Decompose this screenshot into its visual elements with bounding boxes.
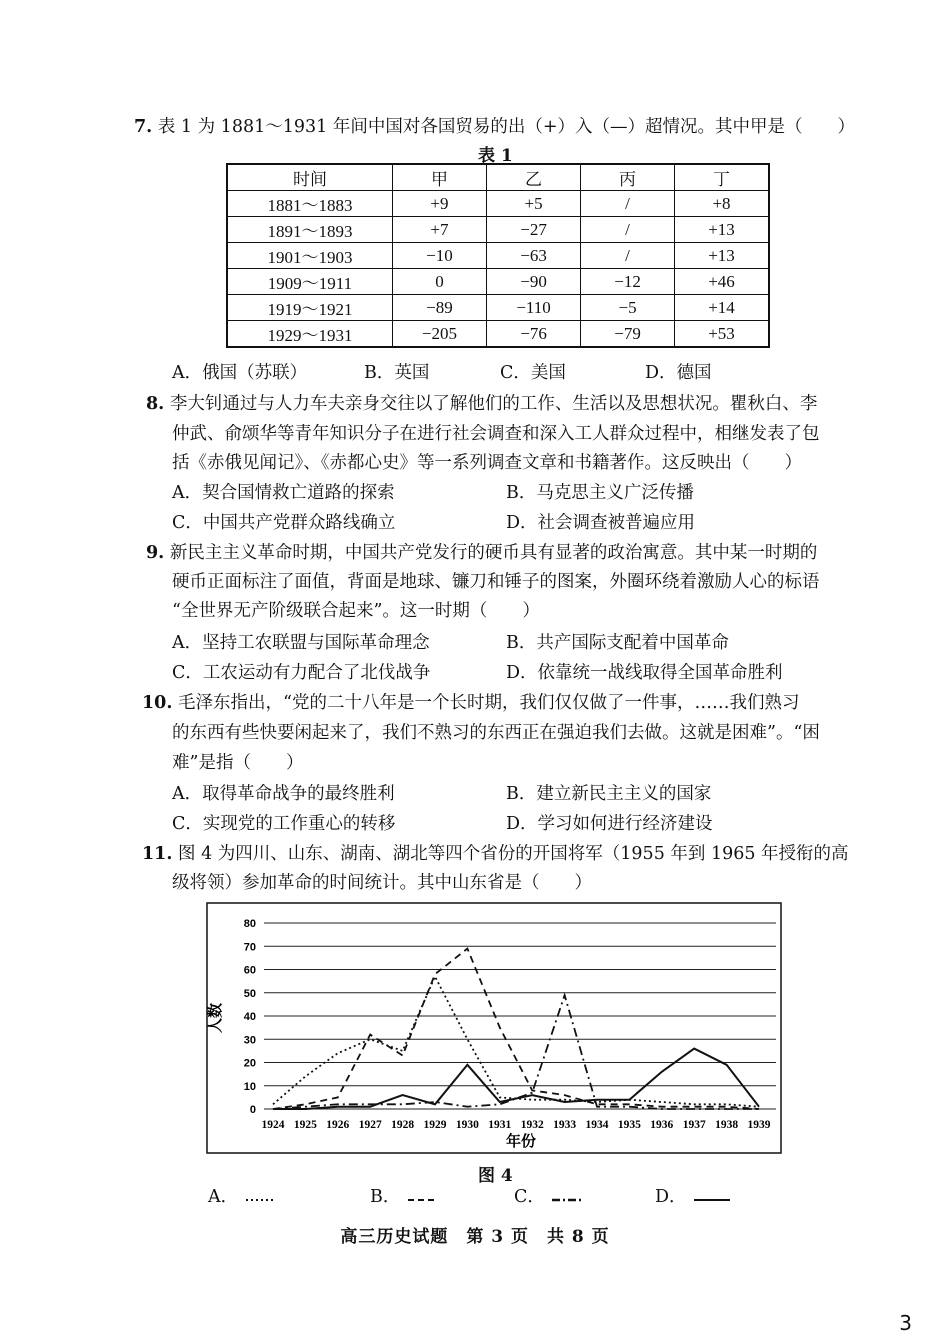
q10-line-2: 的东西有些快要闲起来了，我们不熟习的东西正在强迫我们去做。这就是困难”。“困: [172, 723, 820, 743]
q7-number: 7.: [134, 117, 153, 137]
q8-option-b[interactable]: B．马克思主义广泛传播: [506, 483, 694, 503]
chart-grid: [264, 923, 776, 1109]
q7-option-d[interactable]: D．德国: [645, 363, 712, 383]
table-row: [227, 217, 769, 243]
y-tick-label: 0: [249, 1104, 256, 1116]
value-cell: −10: [392, 243, 486, 269]
x-tick-labels: [262, 1119, 771, 1131]
y-tick-label: 60: [243, 964, 256, 977]
x-tick-label: 1924: [261, 1119, 285, 1131]
value-cell: +46: [675, 269, 769, 295]
q9-option-d[interactable]: D．依靠统一战线取得全国革命胜利: [506, 663, 783, 683]
value-cell: +7: [392, 217, 486, 243]
value-cell: +8: [675, 191, 769, 217]
x-tick-label: 1936: [650, 1119, 674, 1131]
y-tick-label: 80: [243, 918, 256, 930]
x-tick-label: 1927: [358, 1119, 382, 1131]
value-cell: +9: [392, 191, 486, 217]
q8-option-a[interactable]: A．契合国情救亡道路的探索: [172, 483, 395, 503]
y-axis-label: 人数: [206, 1002, 224, 1034]
period-cell: 1929～1931: [227, 321, 392, 348]
q8-text: 李大钊通过与人力车夫亲身交往以了解他们的工作、生活以及思想状况。瞿秋白、李: [169, 394, 818, 414]
q11-line-2: 级将领）参加革命的时间统计。其中山东省是（ ）: [172, 873, 592, 893]
dotted-line-icon: [244, 1193, 278, 1203]
q8-option-d[interactable]: D．社会调查被普遍应用: [506, 513, 696, 533]
dash-dot-line-icon: [550, 1193, 584, 1203]
q8-number: 8.: [146, 394, 165, 414]
y-tick-label: 40: [243, 1011, 256, 1023]
q11-option-c[interactable]: [514, 1186, 584, 1208]
q7-stem-text: 表 1 为 1881～1931 年间中国对各国贸易的出（+）入（—）超情况。其中甲是（ ）: [157, 117, 855, 137]
q11-option-b[interactable]: [370, 1186, 440, 1208]
value-cell: +5: [487, 191, 581, 217]
period-cell: 1881～1883: [227, 191, 392, 217]
table-header-row: [227, 164, 769, 191]
dash-dot-series-line: [273, 995, 759, 1109]
y-tick-labels: [244, 918, 256, 1116]
page-footer: 高三历史试题 第 3 页 共 8 页: [340, 1227, 610, 1247]
value-cell: +13: [675, 217, 769, 243]
q9-number: 9.: [146, 543, 165, 563]
q8-line-1: [146, 393, 817, 415]
q10-text: 毛泽东指出，“党的二十八年是一个长时期，我们仅仅做了一件事，……我们熟习: [178, 693, 800, 713]
q8-line-2: 仲武、俞颂华等青年知识分子在进行社会调查和深入工人群众过程中，相继发表了包: [172, 424, 820, 444]
dotted-series-line: [273, 977, 759, 1107]
q10-number: 10.: [142, 693, 173, 713]
q11-text: 图 4 为四川、山东、湖南、湖北等四个省份的开国将军（1955 年到 1965 年授衔的高: [178, 844, 849, 864]
q7-option-a[interactable]: A．俄国（苏联）: [172, 363, 308, 383]
q11-option-a-label: A．: [208, 1187, 239, 1207]
table-row: [227, 243, 769, 269]
period-cell: 1891～1893: [227, 217, 392, 243]
trade-table: [226, 163, 770, 348]
q8-line-3: 括《赤俄见闻记》、《赤都心史》等一系列调查文章和书籍著作。这反映出（ ）: [172, 453, 802, 473]
solid-line-icon: [692, 1193, 732, 1203]
x-tick-label: 1939: [747, 1119, 771, 1131]
y-tick-label: 50: [243, 987, 256, 1000]
value-cell: 0: [392, 269, 486, 295]
x-axis-label: 年份: [505, 1132, 537, 1150]
value-cell: −110: [487, 295, 581, 321]
x-tick-label: 1928: [391, 1119, 415, 1131]
dashed-series-line: [273, 949, 759, 1109]
value-cell: +13: [675, 243, 769, 269]
x-tick-label: 1933: [553, 1119, 577, 1131]
q11-option-c-label: C．: [514, 1187, 545, 1207]
value-cell: −12: [581, 269, 675, 295]
value-cell: −205: [392, 321, 486, 348]
value-cell: −27: [487, 217, 581, 243]
value-cell: +53: [675, 321, 769, 348]
q10-option-c[interactable]: C．实现党的工作重心的转移: [172, 814, 396, 834]
value-cell: /: [581, 217, 675, 243]
q9-option-b[interactable]: B．共产国际支配着中国革命: [506, 633, 729, 653]
x-tick-label: 1937: [682, 1119, 706, 1131]
q11-number: 11.: [142, 844, 173, 864]
q9-line-1: [146, 542, 817, 564]
q11-option-d[interactable]: [655, 1186, 732, 1208]
x-tick-label: 1931: [488, 1119, 512, 1131]
header-cell: 丁: [675, 164, 769, 191]
x-tick-label: 1930: [455, 1119, 479, 1131]
y-tick-label: 10: [243, 1080, 256, 1093]
y-tick-label: 20: [243, 1057, 256, 1070]
q7-option-b[interactable]: B．英国: [364, 363, 430, 383]
table-row: [227, 191, 769, 217]
value-cell: −89: [392, 295, 486, 321]
table-row: [227, 295, 769, 321]
header-cell: 时间: [227, 164, 392, 191]
value-cell: −63: [487, 243, 581, 269]
page-number: 3: [899, 1311, 912, 1335]
x-tick-label: 1925: [293, 1119, 317, 1131]
value-cell: −5: [581, 295, 675, 321]
q10-line-3: 难”是指（ ）: [172, 753, 304, 773]
x-tick-label: 1934: [585, 1119, 609, 1131]
table-caption: 表 1: [478, 146, 513, 166]
q11-option-b-label: B．: [370, 1187, 401, 1207]
header-cell: 甲: [392, 164, 486, 191]
x-tick-label: 1926: [326, 1119, 350, 1131]
x-tick-label: 1932: [520, 1119, 544, 1131]
y-tick-label: 30: [243, 1034, 256, 1047]
q8-option-c[interactable]: C．中国共产党群众路线确立: [172, 513, 396, 533]
value-cell: /: [581, 191, 675, 217]
q9-option-c[interactable]: C．工农运动有力配合了北伐战争: [172, 663, 431, 683]
q11-option-a[interactable]: [208, 1186, 278, 1208]
x-tick-label: 1938: [715, 1119, 739, 1131]
q10-option-b[interactable]: B．建立新民主主义的国家: [506, 784, 712, 804]
x-tick-label: 1935: [617, 1119, 641, 1131]
table-row: [227, 321, 769, 348]
figure-caption: 图 4: [478, 1166, 513, 1186]
q10-option-d[interactable]: D．学习如何进行经济建设: [506, 814, 713, 834]
value-cell: −79: [581, 321, 675, 348]
dashed-line-icon: [406, 1193, 440, 1203]
period-cell: 1919～1921: [227, 295, 392, 321]
q9-text: 新民主主义革命时期，中国共产党发行的硬币具有显著的政治寓意。其中某一时期的: [169, 543, 818, 563]
q7-stem: [134, 116, 855, 138]
q10-line-1: [142, 692, 799, 714]
q9-line-3: “全世界无产阶级联合起来”。这一时期（ ）: [172, 601, 540, 621]
q9-line-2: 硬币正面标注了面值，背面是地球、镰刀和锤子的图案，外圈环绕着激励人心的标语: [172, 572, 820, 592]
header-cell: 丙: [581, 164, 675, 191]
q10-option-a[interactable]: A．取得革命战争的最终胜利: [172, 784, 395, 804]
value-cell: −90: [487, 269, 581, 295]
q9-option-a[interactable]: A．坚持工农联盟与国际革命理念: [172, 633, 430, 653]
figure-4-chart: [206, 902, 782, 1154]
period-cell: 1909～1911: [227, 269, 392, 295]
chart-frame: [207, 903, 781, 1153]
q11-option-d-label: D．: [655, 1187, 687, 1207]
period-cell: 1901～1903: [227, 243, 392, 269]
table-row: [227, 269, 769, 295]
value-cell: +14: [675, 295, 769, 321]
chart-series: [273, 949, 759, 1109]
y-tick-label: 70: [243, 941, 256, 954]
x-tick-label: 1929: [423, 1119, 447, 1131]
q11-line-1: [142, 843, 849, 865]
header-cell: 乙: [487, 164, 581, 191]
value-cell: /: [581, 243, 675, 269]
q7-option-c[interactable]: C．美国: [500, 363, 566, 383]
value-cell: −76: [487, 321, 581, 348]
